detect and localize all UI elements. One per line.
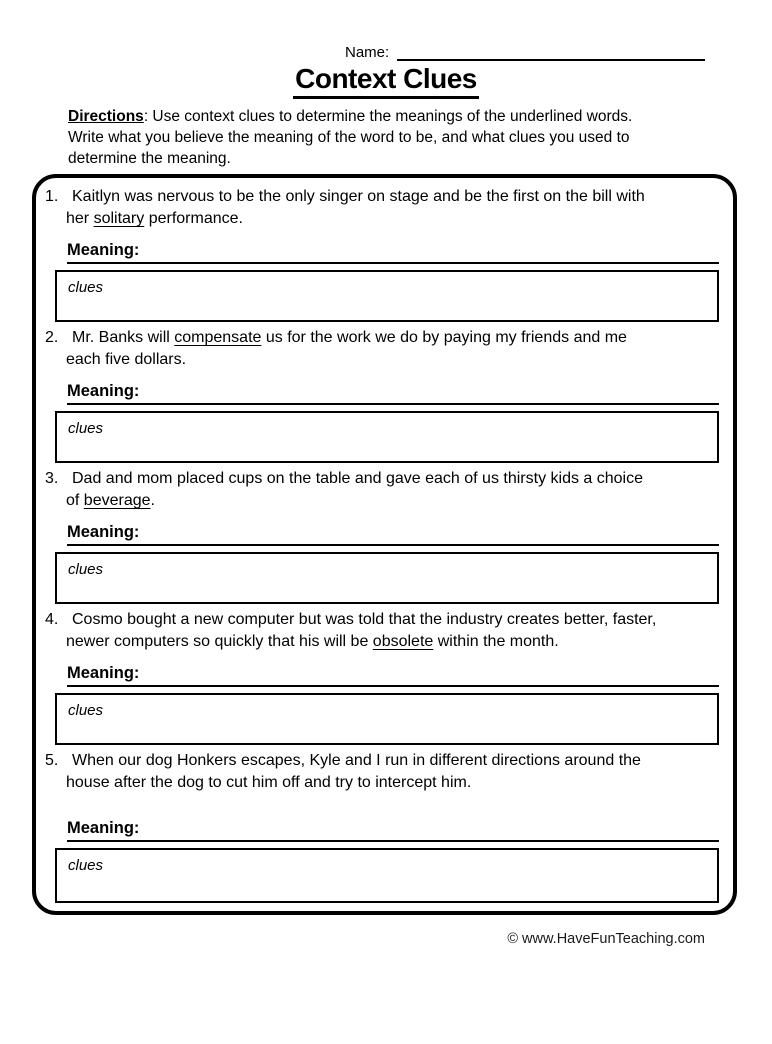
clues-placeholder: clues [68, 857, 104, 874]
question-3-text-line-1 [45, 468, 719, 490]
question-text: When our dog Honkers escapes, Kyle and I run in different directions around the [72, 752, 641, 769]
worksheet-page [0, 44, 772, 1044]
underlined-word: beverage [83, 492, 151, 509]
directions-line-1 [68, 106, 717, 127]
question-text: . [150, 492, 155, 509]
meaning-blank-line [139, 395, 719, 405]
meaning-row [67, 523, 719, 546]
clues-box [55, 411, 719, 463]
question-text: her [66, 210, 94, 227]
meaning-blank-line [139, 254, 719, 264]
clues-placeholder: clues [68, 420, 104, 437]
question-text: Kaitlyn was nervous to be the only singer on stage and be the first on the bill with [72, 188, 645, 205]
clues-placeholder: clues [68, 279, 104, 296]
question-text: each five dollars. [66, 351, 187, 368]
question-text: Cosmo bought a new computer but was told that the industry creates better, faster, [72, 611, 657, 628]
directions-line-3: determine the meaning. [68, 150, 231, 167]
directions-line-2: Write what you believe the meaning of the word to be, and what clues you used to [68, 129, 630, 146]
question-4-text-line-1 [45, 609, 719, 631]
question-2 [45, 327, 719, 463]
underlined-word: compensate [174, 329, 262, 346]
clues-box [55, 552, 719, 604]
page-title: Context Clues [293, 63, 479, 99]
question-5-number: 5. [45, 752, 59, 769]
meaning-blank-line [139, 536, 719, 546]
clues-box [55, 270, 719, 322]
question-2-text-line-2 [66, 349, 719, 371]
question-1-number: 1. [45, 188, 59, 205]
meaning-blank-line [139, 677, 719, 687]
question-5 [45, 750, 719, 903]
question-text: of [66, 492, 84, 509]
question-text: Dad and mom placed cups on the table and gave each of us thirsty kids a choice [72, 470, 644, 487]
question-3-text-line-2 [66, 490, 719, 512]
question-5-text-line-1 [45, 750, 719, 772]
clues-box [55, 693, 719, 745]
question-text: performance. [144, 210, 243, 227]
meaning-blank-line [139, 832, 719, 842]
meaning-label: Meaning: [67, 241, 139, 264]
meaning-label: Meaning: [67, 664, 139, 687]
meaning-row [67, 819, 719, 842]
question-text: Mr. Banks will [72, 329, 175, 346]
clues-placeholder: clues [68, 561, 104, 578]
meaning-row [67, 382, 719, 405]
meaning-label: Meaning: [67, 819, 139, 842]
underlined-word: solitary [93, 210, 145, 227]
question-1-text-line-1 [45, 186, 719, 208]
directions-label: Directions [68, 108, 144, 125]
question-2-number: 2. [45, 329, 59, 346]
meaning-row [67, 241, 719, 264]
clues-placeholder: clues [68, 702, 104, 719]
question-text: within the month. [433, 633, 559, 650]
underlined-word: obsolete [372, 633, 434, 650]
question-4-number: 4. [45, 611, 59, 628]
directions [68, 106, 717, 169]
title-wrap [0, 63, 772, 99]
clues-box [55, 848, 719, 903]
question-text: house after the dog to cut him off and try to intercept him. [66, 774, 472, 791]
question-5-text-line-2 [66, 772, 719, 794]
question-3 [45, 468, 719, 604]
footer-copyright: © www.HaveFunTeaching.com [507, 931, 705, 947]
questions-box [32, 174, 737, 915]
meaning-label: Meaning: [67, 382, 139, 405]
name-row [345, 44, 705, 61]
directions-text: : Use context clues to determine the meanings of the underlined words. [143, 108, 633, 125]
name-label: Name: [345, 44, 390, 61]
question-2-text-line-1 [45, 327, 719, 349]
question-text: us for the work we do by paying my friends and me [261, 329, 627, 346]
question-1 [45, 186, 719, 322]
question-1-text-line-2 [66, 208, 719, 230]
name-blank-line [397, 44, 705, 61]
question-text: newer computers so quickly that his will be [66, 633, 373, 650]
question-4 [45, 609, 719, 745]
question-4-text-line-2 [66, 631, 719, 653]
meaning-row [67, 664, 719, 687]
meaning-label: Meaning: [67, 523, 139, 546]
question-3-number: 3. [45, 470, 59, 487]
